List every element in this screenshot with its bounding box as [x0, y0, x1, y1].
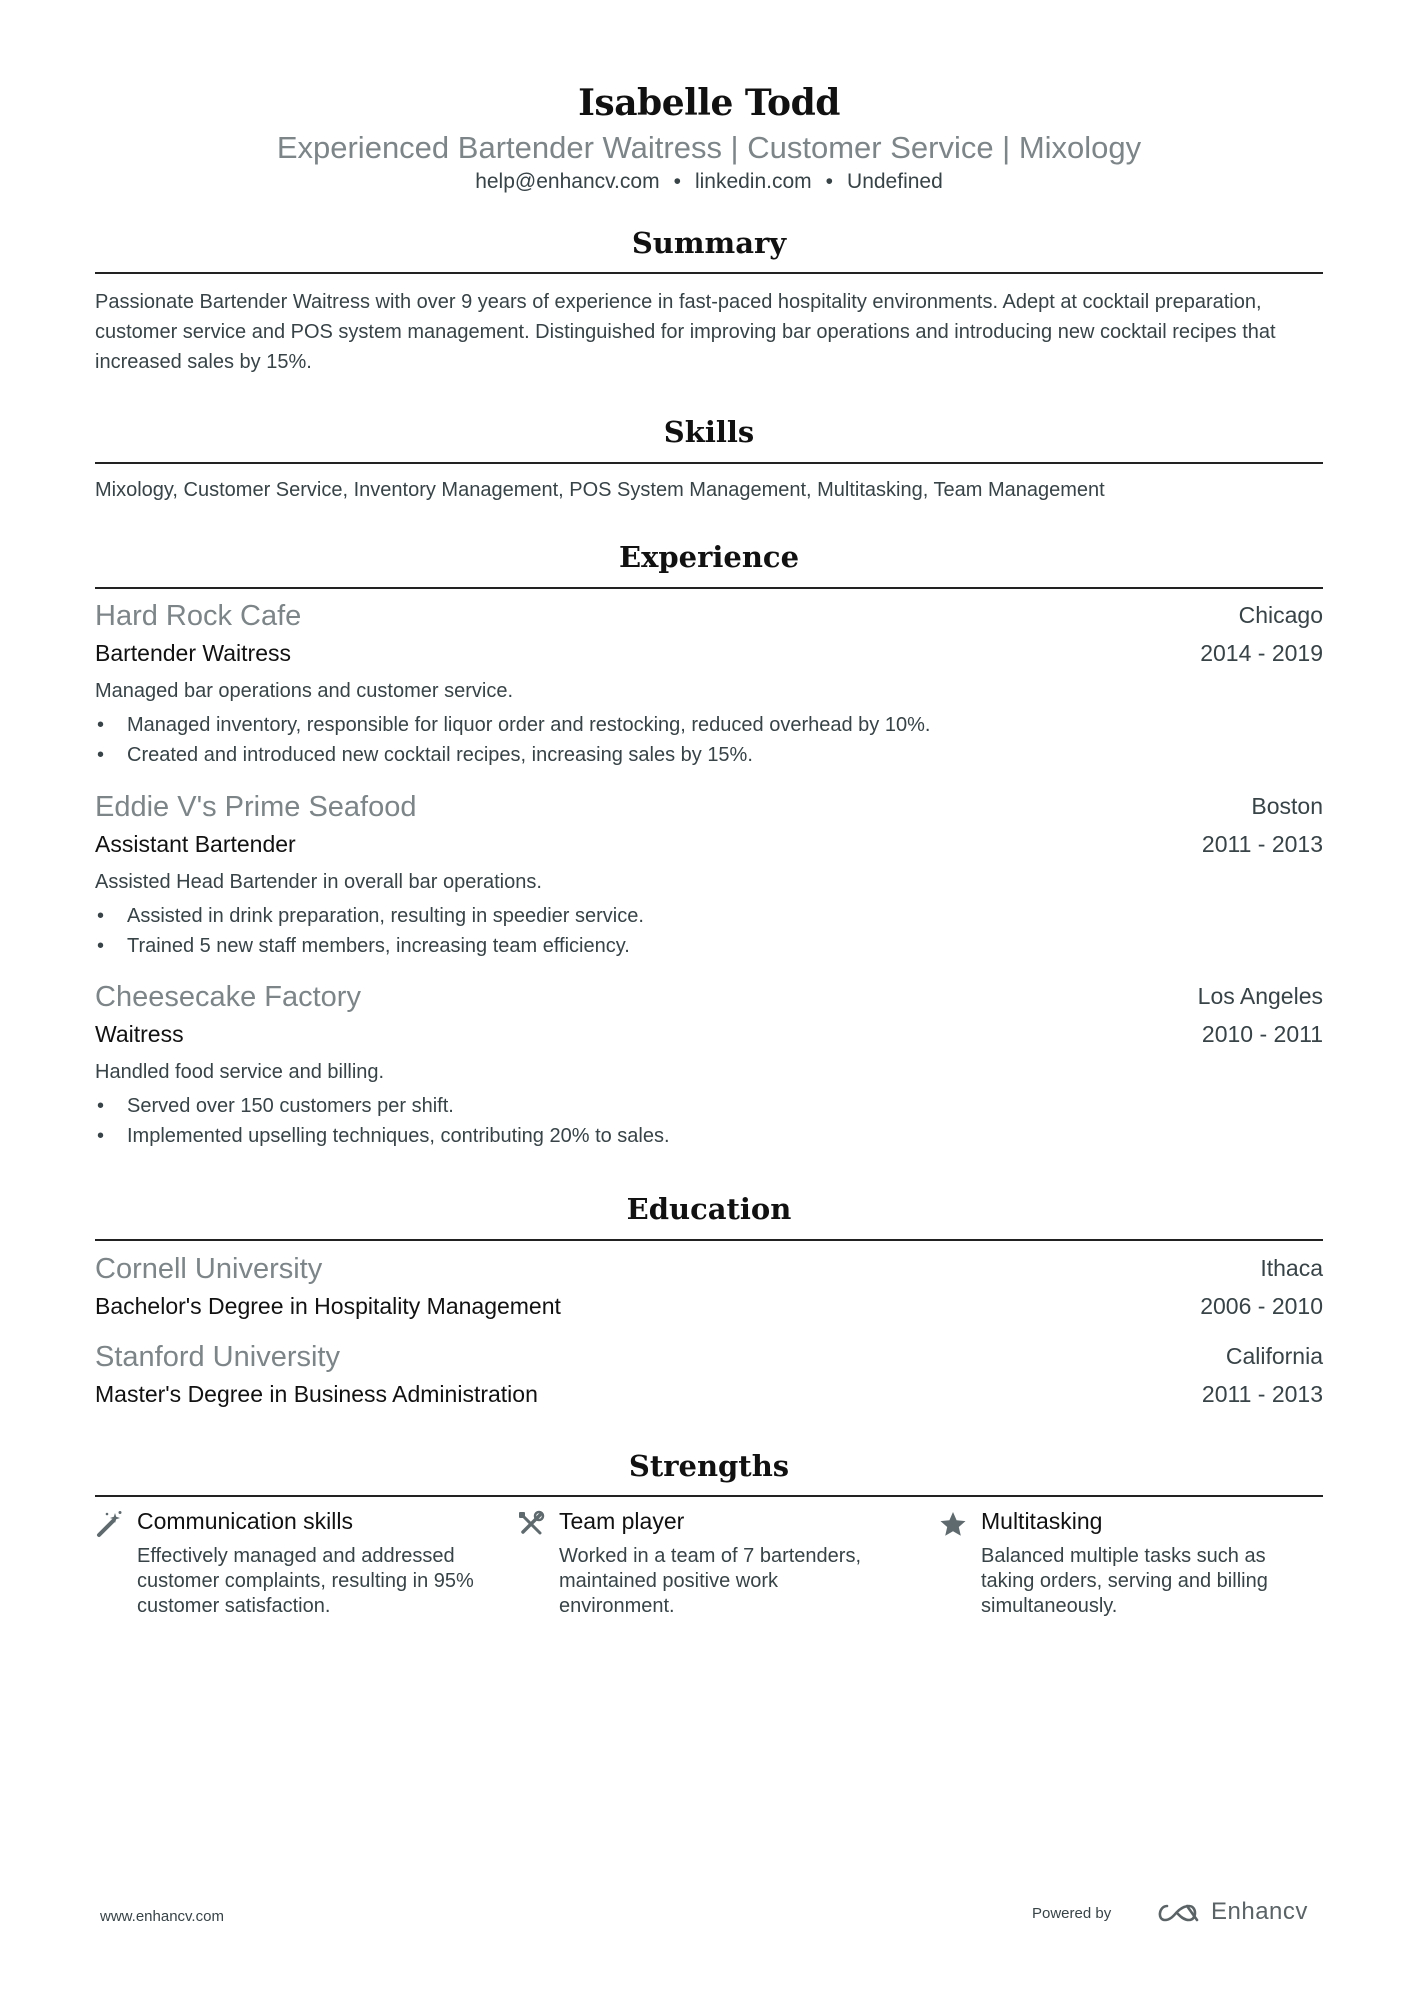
- section-divider: [95, 1239, 1323, 1241]
- strength-title: Team player: [559, 1508, 685, 1534]
- school-location: Ithaca: [1260, 1255, 1323, 1281]
- job-dates: 2011 - 2013: [1201, 831, 1323, 857]
- job-dates: 2010 - 2011: [1201, 1021, 1323, 1047]
- job-location: Boston: [1251, 793, 1323, 819]
- education-dates: 2006 - 2010: [1200, 1293, 1323, 1319]
- job-description: Assisted Head Bartender in overall bar operations.: [95, 871, 542, 893]
- bullet-icon: •: [97, 935, 105, 957]
- section-title-strengths: Strengths: [628, 1449, 790, 1483]
- section-divider: [95, 272, 1323, 274]
- section-divider: [95, 587, 1323, 589]
- bullet-icon: •: [97, 1095, 105, 1117]
- job-description: Managed bar operations and customer service.: [95, 680, 514, 702]
- achievement-item: • Created and introduced new cocktail recipes, increasing sales by 15%.: [95, 740, 930, 770]
- job-location: Chicago: [1238, 602, 1323, 628]
- star-icon: [939, 1510, 967, 1538]
- company-name: Hard Rock Cafe: [95, 600, 302, 632]
- degree-name: Bachelor's Degree in Hospitality Management: [95, 1293, 561, 1319]
- section-title-skills: Skills: [663, 415, 755, 449]
- school-location: California: [1225, 1343, 1323, 1369]
- bullet-icon: •: [97, 714, 105, 736]
- powered-by-label: Powered by: [1032, 1905, 1112, 1922]
- achievement-item: • Assisted in drink preparation, resulting in speedier service.: [95, 901, 644, 931]
- job-description: Handled food service and billing.: [95, 1061, 385, 1083]
- contact-linkedin[interactable]: linkedin.com: [694, 170, 812, 193]
- contact-email[interactable]: help@enhancv.com: [475, 170, 660, 193]
- tools-icon: [517, 1510, 545, 1538]
- achievement-item: • Implemented upselling techniques, contributing 20% to sales.: [95, 1121, 670, 1151]
- candidate-name: Isabelle Todd: [578, 82, 840, 124]
- summary-text: Passionate Bartender Waitress with over 9 years of experience in fast-paced hospitality environments. Adept at cocktail preparation, customer service and POS system management. Distinguished for improving bar operations and introducing new cocktail recipes that increased sales by 15%.: [95, 291, 1276, 373]
- achievement-item: • Trained 5 new staff members, increasing team efficiency.: [95, 931, 644, 961]
- bullet-icon: •: [97, 744, 105, 766]
- section-title-experience: Experience: [618, 540, 800, 574]
- section-title-summary: Summary: [631, 226, 787, 260]
- achievement-item: • Served over 150 customers per shift.: [95, 1091, 670, 1121]
- strength-description: Balanced multiple tasks such as taking orders, serving and billing simultaneously.: [981, 1545, 1268, 1617]
- achievement-list: [95, 710, 930, 770]
- contact-line: [95, 170, 1323, 194]
- achievement-item: • Managed inventory, responsible for liquor order and restocking, reduced overhead by 10%.: [95, 710, 930, 740]
- skills-text: Mixology, Customer Service, Inventory Management, POS System Management, Multitasking, Team Management: [95, 479, 1105, 501]
- section-title-education: Education: [626, 1192, 792, 1226]
- job-title: Waitress: [95, 1021, 184, 1047]
- degree-name: Master's Degree in Business Administration: [95, 1381, 538, 1407]
- job-title: Assistant Bartender: [95, 831, 296, 857]
- school-name: Stanford University: [95, 1341, 340, 1373]
- company-name: Eddie V's Prime Seafood: [95, 791, 417, 823]
- contact-location: Undefined: [847, 170, 943, 193]
- section-divider: [95, 1495, 1323, 1497]
- magic-wand-icon: [95, 1510, 123, 1538]
- candidate-headline: Experienced Bartender Waitress | Customer Service | Mixology: [276, 130, 1142, 165]
- section-divider: [95, 462, 1323, 464]
- job-dates: 2014 - 2019: [1200, 640, 1323, 666]
- strength-description: Worked in a team of 7 bartenders, maintained positive work environment.: [559, 1545, 862, 1617]
- bullet-icon: •: [97, 1125, 105, 1147]
- strength-title: Communication skills: [137, 1508, 354, 1534]
- strength-title: Multitasking: [981, 1508, 1103, 1534]
- job-location: Los Angeles: [1197, 983, 1323, 1009]
- separator-dot: •: [825, 170, 834, 193]
- enhancv-brand-name: Enhancv: [1211, 1898, 1308, 1925]
- education-dates: 2011 - 2013: [1201, 1381, 1323, 1407]
- company-name: Cheesecake Factory: [95, 981, 361, 1013]
- achievement-list: [95, 901, 644, 961]
- bullet-icon: •: [97, 905, 105, 927]
- achievement-list: [95, 1091, 670, 1151]
- enhancv-logo-icon: [1153, 1898, 1201, 1928]
- separator-dot: •: [673, 170, 681, 193]
- footer-website-link[interactable]: www.enhancv.com: [100, 1908, 224, 1925]
- school-name: Cornell University: [95, 1253, 323, 1285]
- job-title: Bartender Waitress: [95, 640, 291, 666]
- strength-description: Effectively managed and addressed customer complaints, resulting in 95% customer satisfaction.: [137, 1545, 474, 1617]
